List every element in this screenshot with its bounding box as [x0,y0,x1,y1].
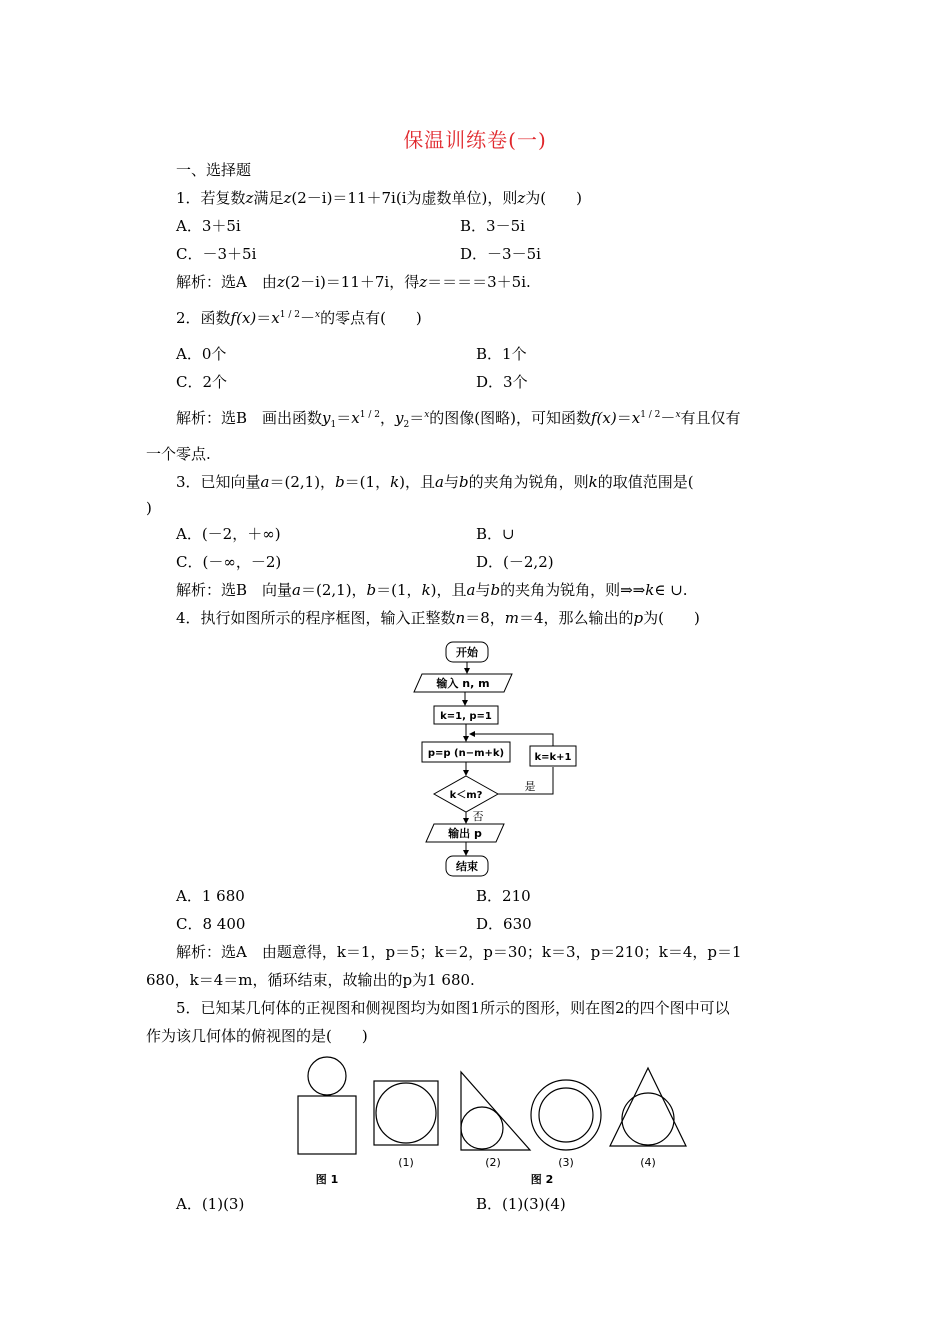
flowchart [400,638,590,882]
flow-inc-label: k=k+1 [534,752,572,763]
q4-option-d: D．630 [476,915,532,933]
fig2-label-4: (4) [640,1156,656,1169]
question-1-stem: 1．若复数z满足z(2－i)＝11＋7i(i为虚数单位)，则z为( ) [176,189,582,207]
fig2-1-square [374,1081,438,1145]
question-3-stem: 3．已知向量a＝(2,1)，b＝(1，k)，且a与b的夹角为锐角，则k的取值范围是( [176,473,694,491]
fig2-label-1: (1) [398,1156,414,1169]
flow-end-label: 结束 [456,860,478,873]
question-4-stem: 4．执行如图所示的程序框图，输入正整数n＝8，m＝4，那么输出的p为( ) [176,609,700,627]
q5-option-b: B．(1)(3)(4) [476,1195,566,1213]
q1-option-a: A．3＋5i [176,217,241,235]
q1-option-d: D．－3－5i [460,245,541,263]
fig2-caption: 图 2 [530,1173,554,1186]
fig2-4-circle [622,1093,674,1145]
question-2-stem: 2．函数$f(x)=x^{1 / 2}-^x$的零点有( ) [176,309,422,327]
flow-no-label: 否 [472,810,484,823]
q1-option-b: B．3－5i [460,217,525,235]
fig2-label-2: (2) [485,1156,501,1169]
question-5-stem-line2: 作为该几何体的俯视图的是( ) [146,1027,368,1045]
q3-option-a: A．(－2，＋∞) [176,525,281,543]
q1-option-c: C．－3＋5i [176,245,257,263]
q2-option-c: C．2个 [176,373,228,391]
section-heading: 一、选择题 [176,161,252,179]
q3-option-c: C．(－∞，－2) [176,553,282,571]
flow-yes-label: 是 [524,780,536,793]
q3-solution: 解析：选B 向量a＝(2,1)，b＝(1，k)，且a与b的夹角为锐角，则⇒⇒k∈ ∪. [176,581,688,599]
fig2-1-circle [376,1083,436,1143]
fig1-circle [308,1057,346,1095]
fig2-label-3: (3) [558,1156,574,1169]
q4-option-a: A．1 680 [176,887,245,905]
q2-option-b: B．1个 [476,345,527,363]
fig2-2-triangle [461,1072,530,1150]
fig1-square [298,1096,356,1154]
flow-calc-label: p=p (n−m+k) [427,748,505,759]
q2-solution-line1: 解析：选B 画出函数$y_1=x^{1 / 2}$，$y_2=^x$的图像(图略)，可知函数$f(x)=x^{1 / 2}-^x$有且仅有 [176,409,741,430]
flow-cond-label: k＜m? [449,790,483,801]
q5-option-a: A．(1)(3) [176,1195,245,1213]
q3-option-b: B．∪ [476,525,515,543]
fig2-4-triangle [610,1068,686,1146]
flow-init-label: k=1, p=1 [440,711,492,722]
question-3-stem-line2: ) [146,499,152,517]
q4-solution-line1: 解析：选A 由题意得，k＝1，p＝5；k＝2，p＝30；k＝3，p＝210；k＝4，p＝1 [176,943,742,961]
flow-output-label: 输出 p [448,827,482,840]
q4-option-b: B．210 [476,887,531,905]
geometry-figures [290,1056,690,1190]
q4-solution-line2: 680，k＝4＝m，循环结束，故输出的p为1 680. [146,971,475,989]
q1-solution: 解析：选A 由z(2－i)＝11＋7i，得z＝＝＝＝3＋5i. [176,273,531,291]
flow-input-label: 输入 n, m [436,677,490,690]
fig2-2-circle [461,1107,503,1149]
q2-option-a: A．0个 [176,345,227,363]
page-title: 保温训练卷(一) [403,128,547,152]
flow-start-label: 开始 [456,646,478,659]
q4-option-c: C．8 400 [176,915,246,933]
fig2-3-inner-circle [539,1088,593,1142]
fig1-caption: 图 1 [315,1173,339,1186]
q2-option-d: D．3个 [476,373,528,391]
q3-option-d: D．(－2,2) [476,553,554,571]
fig2-3-outer-circle [531,1080,601,1150]
q2-solution-line2: 一个零点. [146,445,211,463]
question-5-stem-line1: 5．已知某几何体的正视图和侧视图均为如图1所示的图形，则在图2的四个图中可以 [176,999,730,1017]
